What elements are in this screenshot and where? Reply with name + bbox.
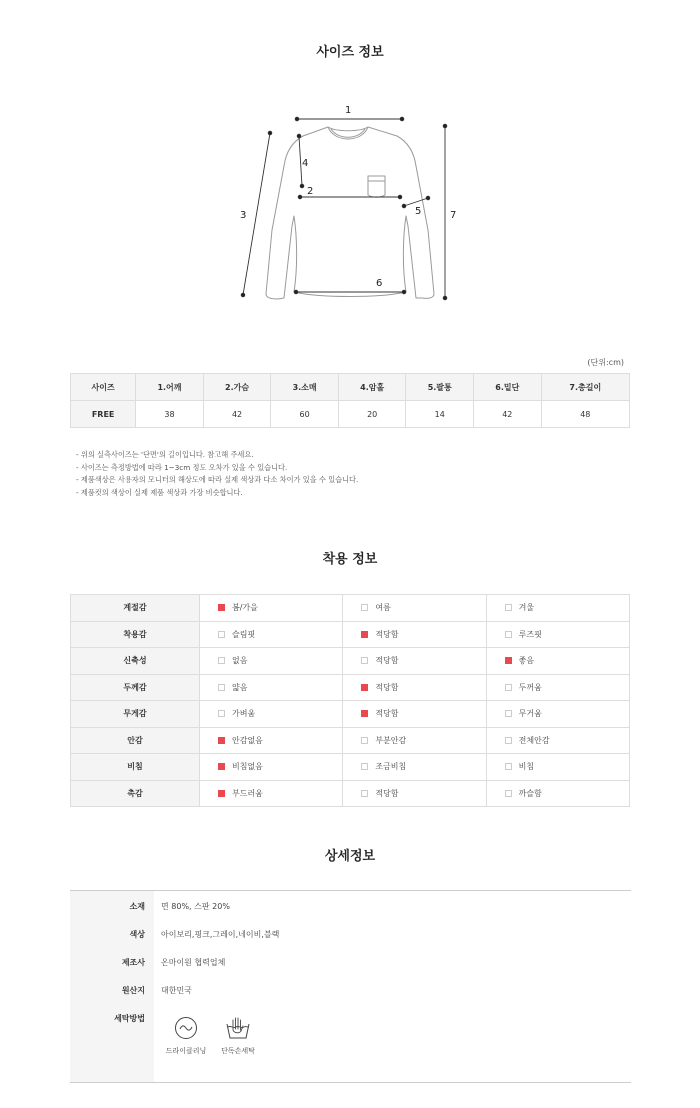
dry-clean-icon [174,1016,198,1040]
size-cell: FREE [71,401,136,428]
checked-box-icon [218,737,225,744]
size-table [70,373,630,428]
wear-option-label: 적당함 [375,629,399,639]
wear-option-label: 얇음 [232,682,248,692]
unchecked-box-icon [361,604,368,611]
diagram-label-6: 6 [376,278,383,289]
wear-option [343,780,486,807]
note-item: - 위의 실측사이즈는 '단면'의 길이입니다. 참고해 주세요. [76,450,254,459]
unchecked-box-icon [218,684,225,691]
unchecked-box-icon [361,737,368,744]
table-row [71,701,630,728]
wear-option-label: 부드러움 [232,788,263,798]
wear-option [200,674,343,701]
size-cell: 20 [338,401,406,428]
wear-option [486,701,629,728]
checked-box-icon [218,790,225,797]
diagram-label-1: 1 [345,105,352,116]
table-row [71,754,630,781]
wear-option [200,701,343,728]
size-header-cell: 1.어깨 [136,374,204,401]
wear-option-label: 적당함 [375,709,399,719]
wear-row-label: 비침 [71,754,200,781]
checked-box-icon [361,684,368,691]
wear-info-table [70,594,630,807]
unchecked-box-icon [505,790,512,797]
wear-option-label: 안감없음 [232,735,263,745]
care-item-dry-clean [161,1016,211,1056]
wear-option [486,780,629,807]
size-header-cell: 6.밑단 [474,374,542,401]
unchecked-box-icon [505,710,512,717]
checked-box-icon [361,631,368,638]
detail-section-title: 상세정보 [324,849,376,864]
wear-option [200,754,343,781]
care-label: 단독손세탁 [221,1047,255,1055]
size-header-cell: 3.소매 [271,374,339,401]
note-item: - 제품컷의 색상이 실제 제품 색상과 가장 비슷합니다. [76,487,243,497]
unchecked-box-icon [361,790,368,797]
unchecked-box-icon [361,657,368,664]
size-cell: 42 [474,401,542,428]
note-item: - 사이즈는 측정방법에 따라 1~3cm 정도 오차가 있을 수 있습니다. [76,462,288,472]
diagram-label-3: 3 [240,210,247,221]
size-table-header [71,374,630,401]
checked-box-icon [361,710,368,717]
wear-option-label: 비침없음 [232,762,263,772]
wear-option [343,674,486,701]
note-item: - 제품색상은 사용자의 모니터의 해상도에 따라 실제 색상과 다소 차이가 있을 수 있습니다. [76,475,359,484]
wear-option-label: 조금비침 [375,762,407,772]
diagram-label-4: 4 [302,158,309,169]
size-cell: 38 [136,401,204,428]
material-value: 면 80%, 스판 20% [161,902,230,911]
table-row [71,595,630,622]
wear-row-label: 계절감 [71,595,200,622]
unchecked-box-icon [218,710,225,717]
unchecked-box-icon [505,604,512,611]
wear-option [486,727,629,754]
wear-option [200,595,343,622]
wear-option-label: 까슬함 [518,788,542,798]
hand-wash-icon [225,1016,251,1040]
size-cell: 48 [541,401,629,428]
material-label: 소재 [129,902,145,911]
checked-box-icon [505,657,512,664]
wear-option-label: 가벼움 [232,709,256,719]
wear-row-label: 안감 [71,727,200,754]
wear-option-label: 적당함 [375,788,399,798]
wear-option [200,780,343,807]
size-measurement-diagram [230,98,470,308]
size-header-cell: 7.총길이 [541,374,629,401]
origin-label: 원산지 [121,986,145,995]
color-value: 아이보리,핑크,그레이,네이비,블랙 [161,930,280,939]
detail-info-box [70,890,631,1083]
unchecked-box-icon [505,684,512,691]
wear-option [343,648,486,675]
washing-label: 세탁방법 [114,1014,145,1023]
diagram-label-5: 5 [415,206,422,217]
wear-option [343,754,486,781]
care-item-hand-wash [213,1016,263,1056]
table-row [71,621,630,648]
diagram-label-7: 7 [450,210,457,221]
size-header-cell: 사이즈 [71,374,136,401]
wear-option-label: 적당함 [375,682,399,692]
size-header-cell: 4.암홀 [338,374,406,401]
wear-row-label: 촉감 [71,780,200,807]
origin-value: 대한민국 [161,986,192,995]
wear-option [343,701,486,728]
unchecked-box-icon [505,631,512,638]
wear-option [486,648,629,675]
unit-label: (단위:cm) [587,358,624,367]
wear-option [200,727,343,754]
wear-option-label: 루즈핏 [518,629,542,639]
table-row [71,401,630,428]
wear-option-label: 여름 [375,603,391,613]
wear-row-label: 무게감 [71,701,200,728]
wear-option-label: 부분안감 [375,735,407,745]
wear-option-label: 두꺼움 [518,682,542,692]
size-section-title: 사이즈 정보 [316,45,384,60]
wear-option-label: 겨울 [518,603,535,613]
table-row [71,727,630,754]
wear-option [486,674,629,701]
wear-option [486,595,629,622]
wear-option [343,727,486,754]
color-label: 색상 [129,930,145,939]
size-notes [76,449,358,499]
wear-option [343,595,486,622]
size-cell: 42 [203,401,271,428]
tshirt-diagram [230,98,470,308]
wear-option [486,621,629,648]
wear-option [343,621,486,648]
unchecked-box-icon [361,763,368,770]
wear-option [200,621,343,648]
wear-row-label: 두께감 [71,674,200,701]
size-cell: 60 [271,401,339,428]
wear-option-label: 전체안감 [518,735,550,745]
unchecked-box-icon [505,737,512,744]
wear-option-label: 비침 [518,762,535,772]
unchecked-box-icon [505,763,512,770]
diagram-label-2: 2 [307,186,314,197]
wear-row-label: 착용감 [71,621,200,648]
wear-option-label: 적당함 [375,656,399,666]
care-label: 드라이클리닝 [165,1047,207,1055]
wear-section-title: 착용 정보 [322,552,378,567]
table-row [71,780,630,807]
wear-row-label: 신축성 [71,648,200,675]
table-row [71,674,630,701]
size-header-cell: 5.팔통 [406,374,474,401]
wear-option [200,648,343,675]
table-row [71,648,630,675]
checked-box-icon [218,763,225,770]
unchecked-box-icon [218,631,225,638]
wear-option-label: 좋음 [518,656,535,666]
maker-value: 온마이원 협력업체 [161,958,226,967]
maker-label: 제조사 [121,958,145,967]
checked-box-icon [218,604,225,611]
wear-option-label: 무거움 [518,709,542,719]
size-header-cell: 2.가슴 [203,374,271,401]
wear-option [486,754,629,781]
wear-option-label: 슬림핏 [232,629,256,639]
wear-option-label: 없음 [232,656,248,666]
wear-option-label: 봄/가을 [232,603,258,613]
unchecked-box-icon [218,657,225,664]
size-cell: 14 [406,401,474,428]
